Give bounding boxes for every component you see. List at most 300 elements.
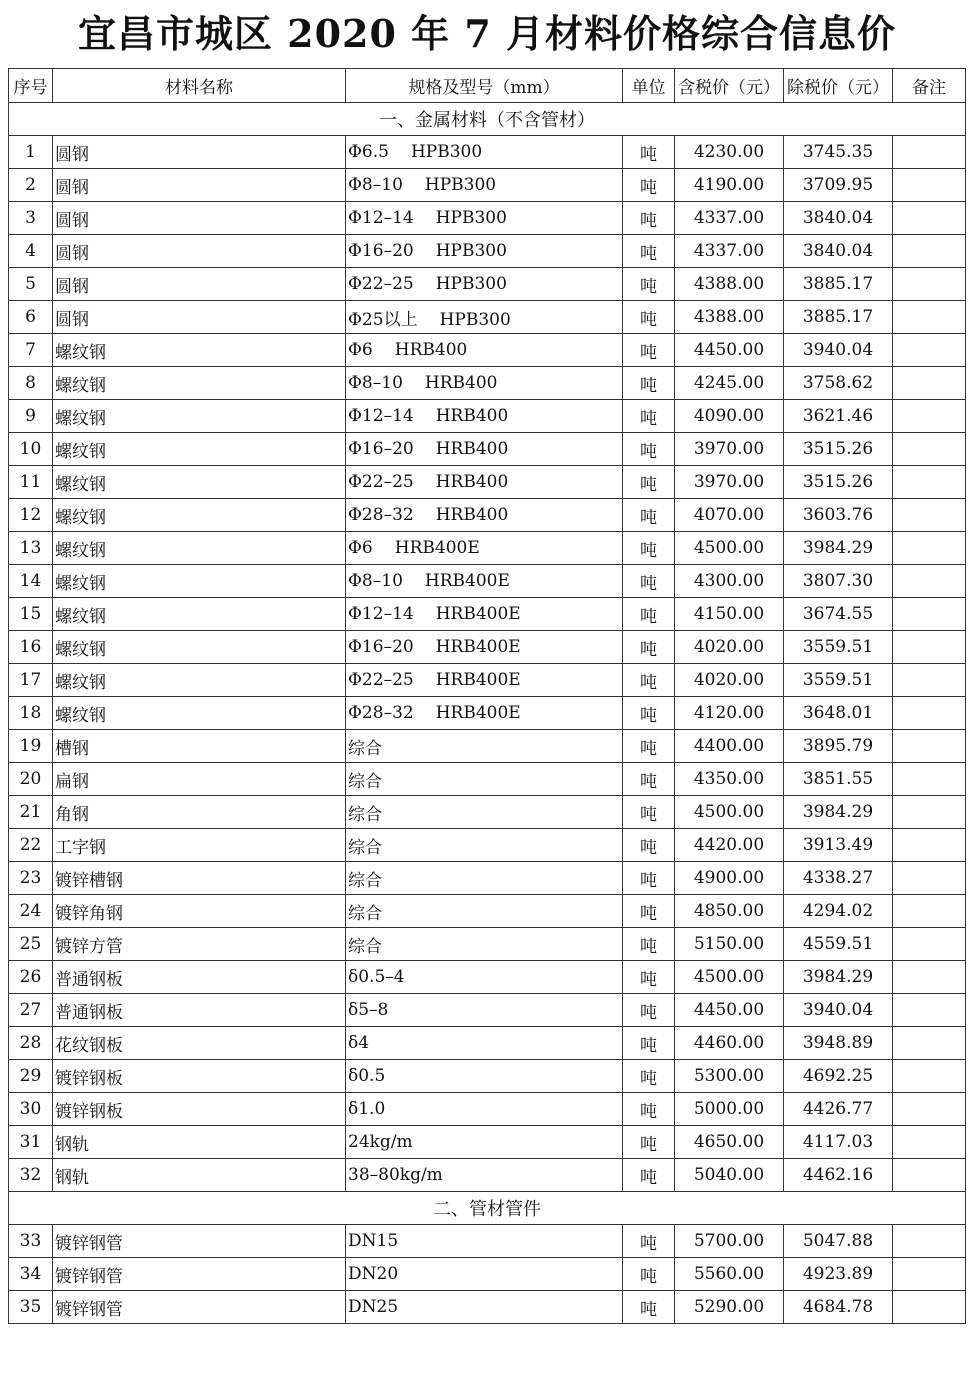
spec-size: 综合 [348,771,382,792]
table-row [9,895,966,928]
spec-size: δ0.5 [348,1066,386,1086]
header-spec: 规格及型号（mm） [346,69,623,103]
cell-price-notax: 3913.49 [784,829,893,862]
cell-price-notax: 3885.17 [784,301,893,334]
cell-price-notax: 3840.04 [784,235,893,268]
spec-grade: HRB400E [424,571,510,591]
cell-spec [346,301,623,334]
cell-price-tax: 4650.00 [675,1126,784,1159]
cell-price-tax: 4450.00 [675,994,784,1027]
cell-remark [893,1258,966,1291]
spec-size: Φ22–25 [348,670,414,690]
table-row [9,235,966,268]
cell-price-tax: 5700.00 [675,1225,784,1258]
cell-price-notax: 3851.55 [784,763,893,796]
cell-remark [893,532,966,565]
header-price-notax: 除税价（元） [784,69,893,103]
table-row [9,928,966,961]
cell-price-notax: 3840.04 [784,202,893,235]
cell-name: 圆钢 [53,169,346,202]
cell-no: 22 [9,829,53,862]
cell-price-tax: 4400.00 [675,730,784,763]
cell-price-notax: 4294.02 [784,895,893,928]
cell-price-tax: 4337.00 [675,235,784,268]
cell-spec [346,1258,623,1291]
table-row [9,829,966,862]
cell-unit: 吨 [623,136,675,169]
cell-name: 镀锌钢板 [53,1060,346,1093]
cell-spec [346,202,623,235]
cell-spec [346,334,623,367]
cell-name: 镀锌钢管 [53,1258,346,1291]
cell-name: 镀锌钢板 [53,1093,346,1126]
cell-spec [346,829,623,862]
cell-remark [893,400,966,433]
cell-spec [346,268,623,301]
cell-unit: 吨 [623,763,675,796]
cell-remark [893,433,966,466]
cell-price-notax: 3515.26 [784,466,893,499]
table-row [9,994,966,1027]
cell-spec [346,1027,623,1060]
cell-no: 8 [9,367,53,400]
spec-size: 综合 [348,936,382,957]
cell-no: 11 [9,466,53,499]
spec-grade: HRB400 [435,505,509,525]
spec-size: δ4 [348,1033,370,1053]
cell-price-tax: 5040.00 [675,1159,784,1192]
table-row [9,763,966,796]
cell-price-notax: 4692.25 [784,1060,893,1093]
cell-unit: 吨 [623,367,675,400]
cell-unit: 吨 [623,532,675,565]
table-row [9,631,966,664]
cell-name: 螺纹钢 [53,499,346,532]
cell-price-notax: 4923.89 [784,1258,893,1291]
cell-price-notax: 3940.04 [784,334,893,367]
cell-no: 21 [9,796,53,829]
cell-name: 槽钢 [53,730,346,763]
cell-spec [346,1126,623,1159]
table-row [9,697,966,730]
cell-price-notax: 3940.04 [784,994,893,1027]
cell-price-notax: 4462.16 [784,1159,893,1192]
cell-no: 17 [9,664,53,697]
cell-unit: 吨 [623,598,675,631]
cell-price-tax: 4070.00 [675,499,784,532]
cell-price-tax: 4500.00 [675,961,784,994]
table-row [9,499,966,532]
cell-spec [346,730,623,763]
spec-size: Φ25以上 [348,309,418,330]
spec-grade: HPB300 [410,142,483,162]
spec-size: Φ6 [348,538,373,558]
cell-name: 镀锌角钢 [53,895,346,928]
cell-remark [893,334,966,367]
cell-price-tax: 4900.00 [675,862,784,895]
cell-unit: 吨 [623,961,675,994]
spec-grade: HRB400E [435,670,521,690]
table-row [9,301,966,334]
spec-size: Φ22–25 [348,274,414,294]
cell-price-tax: 4230.00 [675,136,784,169]
cell-no: 3 [9,202,53,235]
cell-remark [893,796,966,829]
spec-size: 综合 [348,738,382,759]
table-row [9,532,966,565]
cell-remark [893,1093,966,1126]
table-row [9,565,966,598]
cell-spec [346,1093,623,1126]
cell-unit: 吨 [623,400,675,433]
cell-remark [893,499,966,532]
cell-spec [346,466,623,499]
cell-unit: 吨 [623,1159,675,1192]
cell-remark [893,928,966,961]
cell-unit: 吨 [623,829,675,862]
cell-name: 螺纹钢 [53,565,346,598]
cell-unit: 吨 [623,1126,675,1159]
spec-grade: HPB300 [435,274,507,294]
cell-name: 螺纹钢 [53,400,346,433]
table-row [9,433,966,466]
cell-no: 28 [9,1027,53,1060]
table-row [9,367,966,400]
spec-size: Φ16–20 [348,637,414,657]
spec-grade: HRB400E [394,538,480,558]
spec-size: 24kg/m [348,1132,413,1152]
spec-size: DN25 [348,1297,399,1317]
cell-spec [346,1291,623,1324]
spec-grade: HPB300 [435,208,507,228]
cell-unit: 吨 [623,1225,675,1258]
spec-size: Φ12–14 [348,406,414,426]
cell-no: 32 [9,1159,53,1192]
cell-unit: 吨 [623,499,675,532]
cell-unit: 吨 [623,697,675,730]
table-row [9,1159,966,1192]
cell-price-tax: 4420.00 [675,829,784,862]
table-row [9,1027,966,1060]
spec-size: 综合 [348,870,382,891]
cell-name: 螺纹钢 [53,433,346,466]
cell-spec [346,499,623,532]
cell-name: 圆钢 [53,268,346,301]
table-row [9,1225,966,1258]
section-row [9,103,966,136]
cell-name: 钢轨 [53,1159,346,1192]
cell-no: 31 [9,1126,53,1159]
cell-spec [346,400,623,433]
header-remark: 备注 [893,69,966,103]
cell-remark [893,466,966,499]
cell-price-tax: 4245.00 [675,367,784,400]
spec-size: Φ28–32 [348,703,414,723]
cell-no: 9 [9,400,53,433]
cell-no: 4 [9,235,53,268]
cell-price-notax: 4684.78 [784,1291,893,1324]
spec-grade: HRB400 [394,340,468,360]
cell-price-notax: 4559.51 [784,928,893,961]
cell-unit: 吨 [623,664,675,697]
table-row [9,862,966,895]
cell-unit: 吨 [623,1093,675,1126]
cell-name: 螺纹钢 [53,367,346,400]
cell-price-notax: 3621.46 [784,400,893,433]
cell-no: 7 [9,334,53,367]
spec-size: Φ16–20 [348,439,414,459]
cell-name: 镀锌钢管 [53,1291,346,1324]
cell-spec [346,235,623,268]
cell-price-tax: 4020.00 [675,631,784,664]
cell-price-notax: 3515.26 [784,433,893,466]
header-name: 材料名称 [53,69,346,103]
cell-remark [893,1291,966,1324]
cell-no: 6 [9,301,53,334]
cell-spec [346,763,623,796]
cell-unit: 吨 [623,895,675,928]
price-table [8,68,966,1324]
cell-price-tax: 4388.00 [675,301,784,334]
cell-spec [346,796,623,829]
spec-size: Φ12–14 [348,208,414,228]
cell-remark [893,367,966,400]
cell-remark [893,1060,966,1093]
cell-no: 23 [9,862,53,895]
cell-spec [346,631,623,664]
spec-size: Φ28–32 [348,505,414,525]
cell-remark [893,1027,966,1060]
page-title: 宜昌市城区 2020 年 7 月材料价格综合信息价 [77,11,897,56]
cell-price-tax: 4500.00 [675,796,784,829]
cell-remark [893,862,966,895]
cell-unit: 吨 [623,268,675,301]
cell-no: 34 [9,1258,53,1291]
cell-no: 25 [9,928,53,961]
cell-remark [893,1126,966,1159]
cell-remark [893,169,966,202]
cell-spec [346,994,623,1027]
cell-name: 螺纹钢 [53,664,346,697]
cell-name: 螺纹钢 [53,697,346,730]
cell-remark [893,631,966,664]
spec-size: DN15 [348,1231,399,1251]
table-row [9,1093,966,1126]
spec-size: Φ16–20 [348,241,414,261]
cell-unit: 吨 [623,301,675,334]
cell-remark [893,994,966,1027]
table-row [9,268,966,301]
cell-no: 2 [9,169,53,202]
table-row [9,202,966,235]
cell-unit: 吨 [623,928,675,961]
spec-grade: HPB300 [424,175,497,195]
cell-name: 螺纹钢 [53,334,346,367]
cell-remark [893,664,966,697]
cell-spec [346,598,623,631]
spec-grade: HPB300 [439,309,511,330]
cell-name: 螺纹钢 [53,532,346,565]
cell-spec [346,1225,623,1258]
spec-size: Φ22–25 [348,472,414,492]
spec-size: Φ6 [348,340,373,360]
cell-no: 1 [9,136,53,169]
spec-size: δ0.5–4 [348,967,405,987]
cell-no: 15 [9,598,53,631]
cell-remark [893,697,966,730]
cell-price-tax: 3970.00 [675,466,784,499]
cell-name: 镀锌槽钢 [53,862,346,895]
cell-no: 35 [9,1291,53,1324]
cell-remark [893,730,966,763]
table-row [9,334,966,367]
spec-grade: HPB300 [435,241,507,261]
cell-no: 5 [9,268,53,301]
cell-price-notax: 3674.55 [784,598,893,631]
cell-price-notax: 3984.29 [784,961,893,994]
cell-no: 29 [9,1060,53,1093]
cell-name: 圆钢 [53,136,346,169]
cell-price-notax: 3648.01 [784,697,893,730]
cell-remark [893,1225,966,1258]
spec-size: 综合 [348,804,382,825]
table-row [9,1258,966,1291]
cell-name: 工字钢 [53,829,346,862]
cell-price-tax: 5150.00 [675,928,784,961]
cell-unit: 吨 [623,1258,675,1291]
cell-unit: 吨 [623,334,675,367]
cell-name: 螺纹钢 [53,598,346,631]
cell-spec [346,664,623,697]
spec-size: δ1.0 [348,1099,386,1119]
cell-no: 13 [9,532,53,565]
cell-name: 圆钢 [53,202,346,235]
cell-unit: 吨 [623,862,675,895]
cell-spec [346,169,623,202]
cell-unit: 吨 [623,433,675,466]
cell-spec [346,928,623,961]
cell-price-notax: 3745.35 [784,136,893,169]
cell-remark [893,895,966,928]
cell-no: 18 [9,697,53,730]
cell-price-tax: 5300.00 [675,1060,784,1093]
cell-price-tax: 4090.00 [675,400,784,433]
cell-price-tax: 4450.00 [675,334,784,367]
cell-name: 圆钢 [53,235,346,268]
cell-remark [893,1159,966,1192]
spec-size: Φ8–10 [348,175,403,195]
cell-name: 螺纹钢 [53,631,346,664]
cell-unit: 吨 [623,565,675,598]
cell-no: 20 [9,763,53,796]
cell-spec [346,697,623,730]
cell-remark [893,202,966,235]
cell-remark [893,565,966,598]
cell-unit: 吨 [623,1027,675,1060]
cell-price-notax: 3559.51 [784,664,893,697]
header-row [9,69,966,103]
spec-size: δ5–8 [348,1000,389,1020]
cell-name: 镀锌方管 [53,928,346,961]
cell-price-tax: 4388.00 [675,268,784,301]
spec-size: 38–80kg/m [348,1165,443,1185]
spec-size: Φ12–14 [348,604,414,624]
cell-price-notax: 3807.30 [784,565,893,598]
cell-remark [893,961,966,994]
cell-unit: 吨 [623,994,675,1027]
spec-grade: HRB400E [435,604,521,624]
cell-name: 镀锌钢管 [53,1225,346,1258]
spec-size: 综合 [348,903,382,924]
cell-name: 花纹钢板 [53,1027,346,1060]
cell-price-tax: 5560.00 [675,1258,784,1291]
table-row [9,664,966,697]
cell-no: 27 [9,994,53,1027]
cell-price-notax: 3758.62 [784,367,893,400]
cell-price-tax: 5290.00 [675,1291,784,1324]
cell-unit: 吨 [623,202,675,235]
header-unit: 单位 [623,69,675,103]
cell-no: 12 [9,499,53,532]
spec-size: 综合 [348,837,382,858]
cell-name: 普通钢板 [53,961,346,994]
spec-size: DN20 [348,1264,399,1284]
cell-unit: 吨 [623,631,675,664]
spec-grade: HRB400 [424,373,498,393]
cell-price-notax: 3885.17 [784,268,893,301]
spec-size: Φ8–10 [348,373,403,393]
cell-no: 26 [9,961,53,994]
table-row [9,1291,966,1324]
cell-price-notax: 3709.95 [784,169,893,202]
cell-name: 螺纹钢 [53,466,346,499]
cell-remark [893,598,966,631]
cell-spec [346,895,623,928]
cell-price-tax: 4300.00 [675,565,784,598]
cell-price-notax: 4117.03 [784,1126,893,1159]
header-price-tax: 含税价（元） [675,69,784,103]
cell-price-tax: 4190.00 [675,169,784,202]
cell-price-tax: 4337.00 [675,202,784,235]
table-row [9,598,966,631]
cell-remark [893,136,966,169]
table-row [9,169,966,202]
header-no: 序号 [9,69,53,103]
cell-price-notax: 5047.88 [784,1225,893,1258]
cell-price-notax: 3984.29 [784,532,893,565]
section-title: 一、金属材料（不含管材） [9,103,966,136]
cell-name: 圆钢 [53,301,346,334]
cell-price-notax: 3603.76 [784,499,893,532]
table-row [9,1126,966,1159]
cell-unit: 吨 [623,169,675,202]
cell-unit: 吨 [623,730,675,763]
cell-spec [346,1159,623,1192]
cell-price-tax: 5000.00 [675,1093,784,1126]
cell-price-tax: 4500.00 [675,532,784,565]
cell-unit: 吨 [623,796,675,829]
table-row [9,466,966,499]
table-row [9,730,966,763]
section-title: 二、管材管件 [9,1192,966,1225]
cell-price-notax: 3895.79 [784,730,893,763]
spec-size: Φ6.5 [348,142,389,162]
spec-grade: HRB400 [435,406,509,426]
cell-price-notax: 3948.89 [784,1027,893,1060]
cell-price-tax: 4460.00 [675,1027,784,1060]
cell-unit: 吨 [623,466,675,499]
cell-no: 14 [9,565,53,598]
